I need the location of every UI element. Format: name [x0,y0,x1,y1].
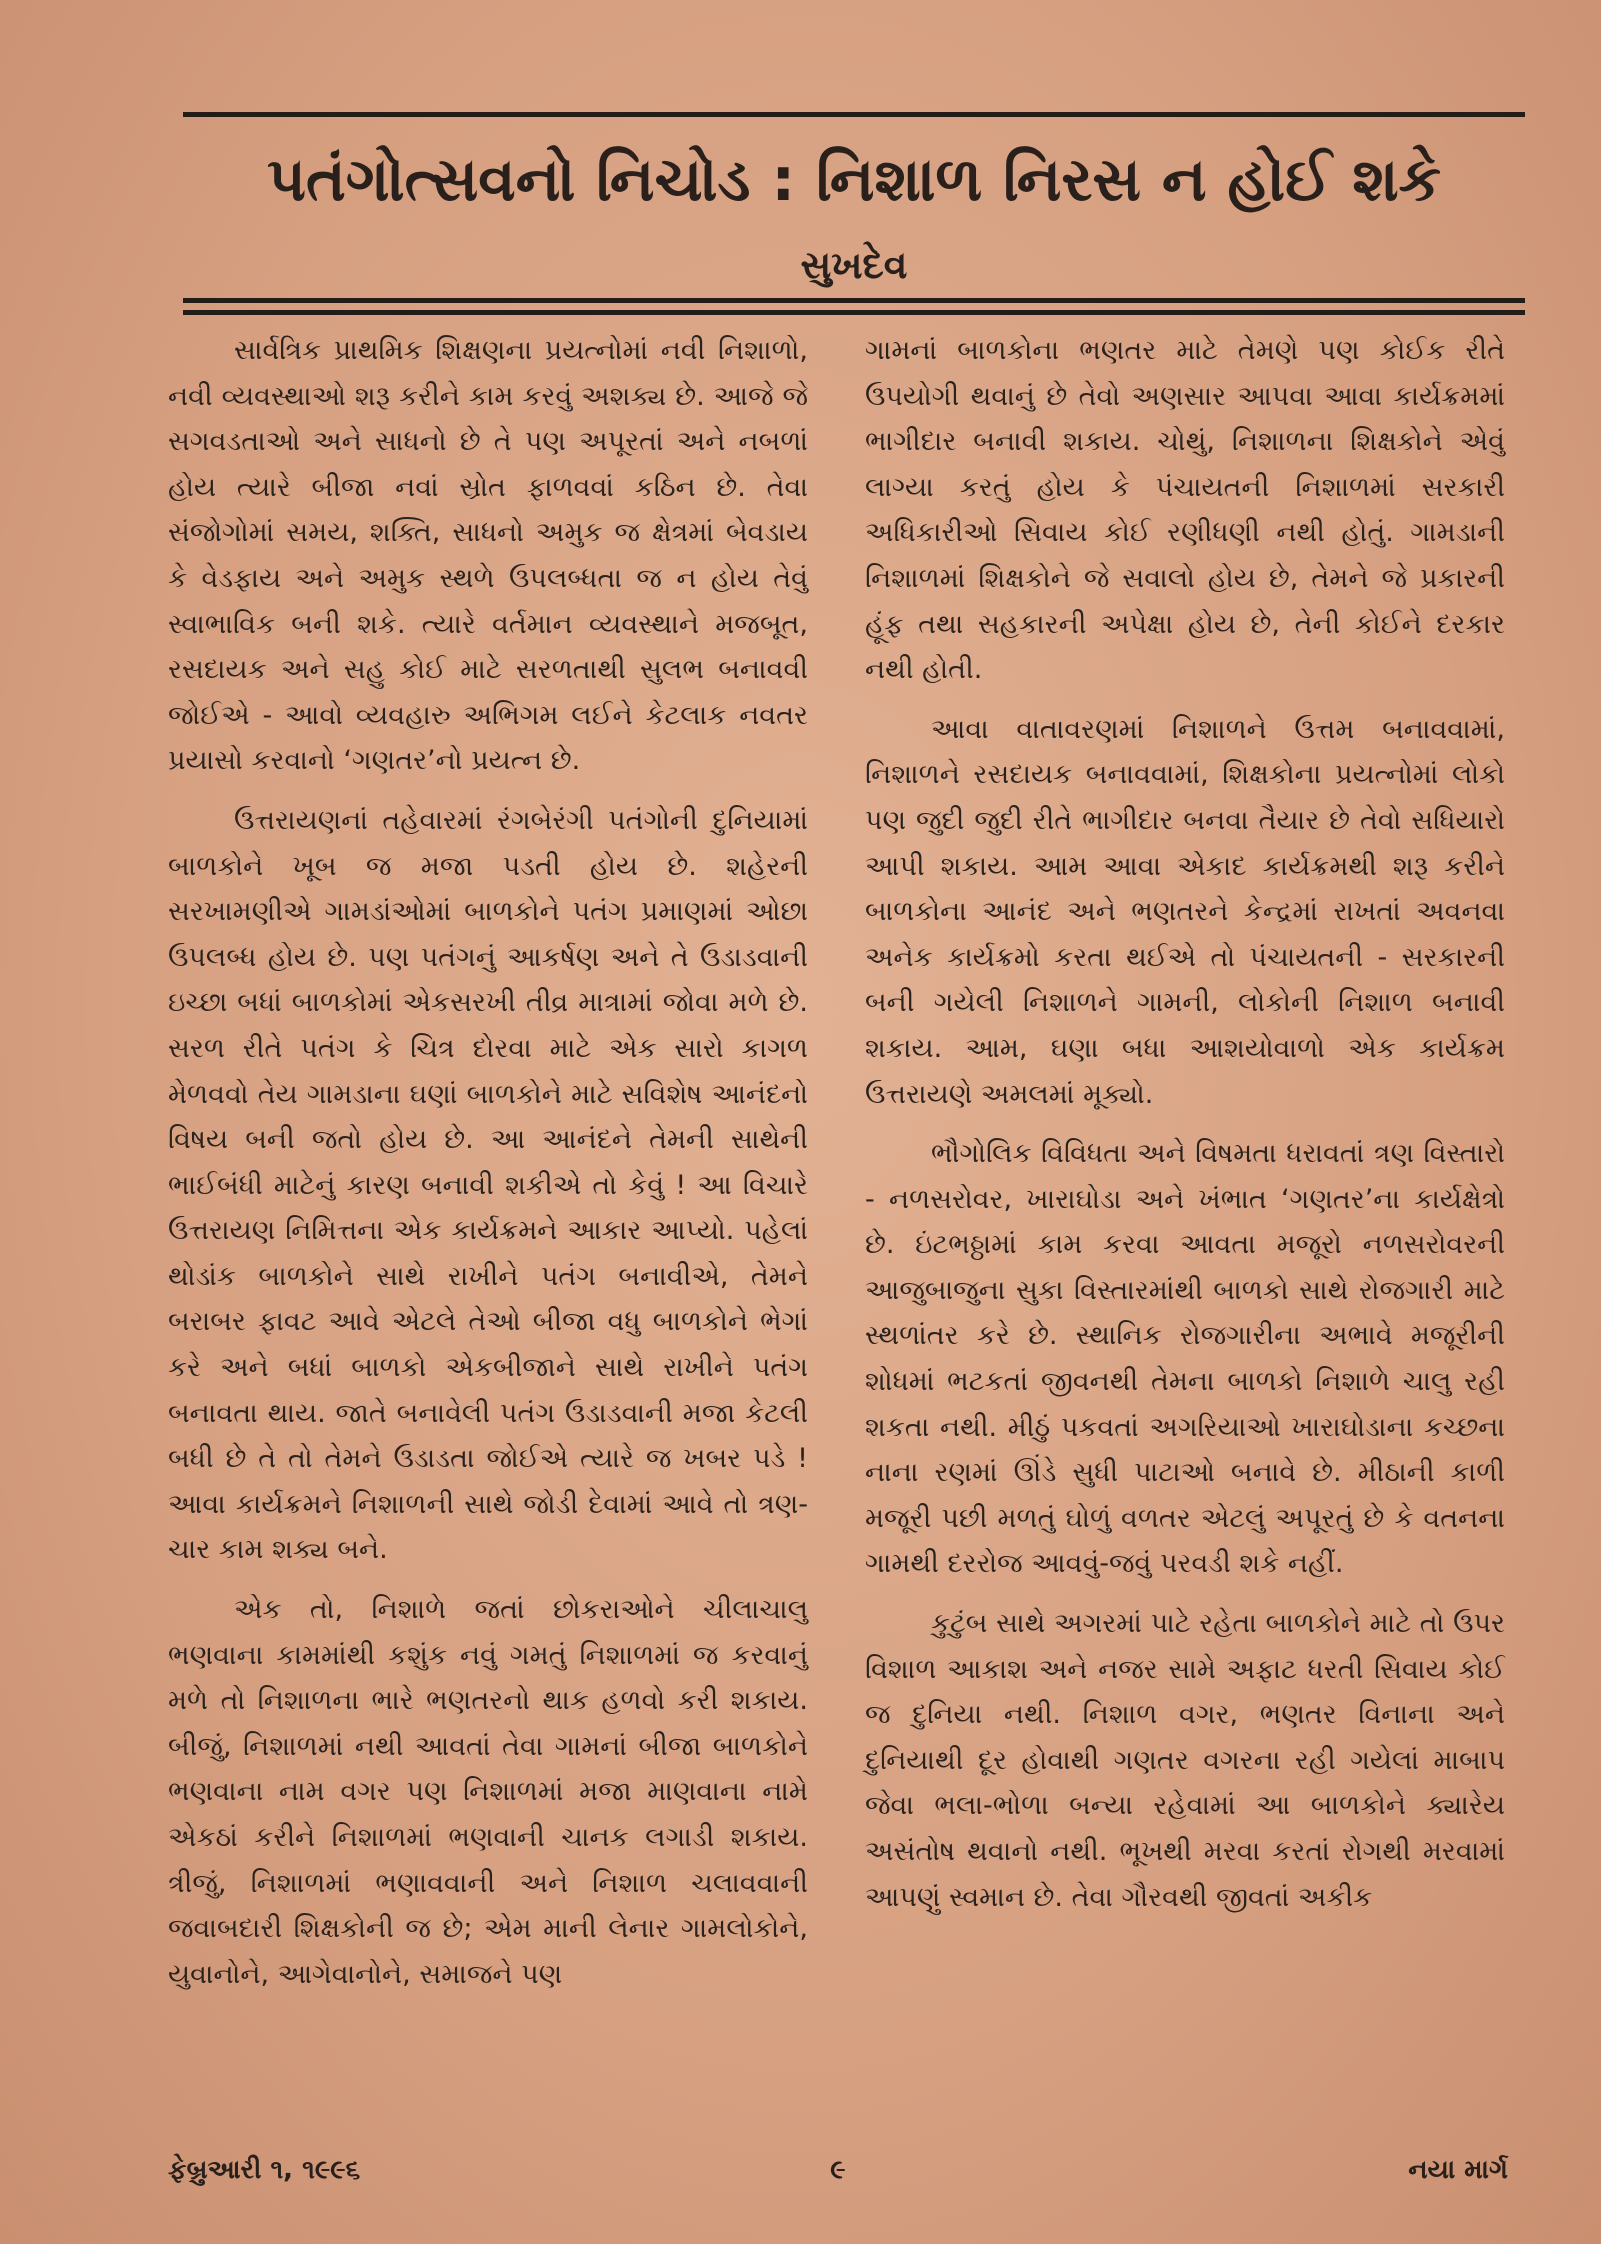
paragraph: ભૌગોલિક વિવિધતા અને વિષમતા ધરાવતાં ત્રણ વિસ્તારો - નળસરોવર, ખારાઘોડા અને ખંભાત ‘ગણતર’ના કાર્યક્ષેત્રો છે. ઇંટભઠ્ઠામાં કામ કરવા આવતા મજૂરો નળસરોવરની આજુબાજુના સુકા વિસ્તારમાંથી બાળકો સાથે રોજગારી માટે સ્થળાંતર કરે છે. સ્થાનિક રોજગારીના અભાવે મજૂરીની શોધમાં ભટકતાં જીવનથી તેમના બાળકો નિશાળે ચાલુ રહી શકતા નથી. મીઠું પકવતાં અગરિયાઓ ખારાઘોડાના કચ્છના નાના રણમાં ઊંડે સુધી પાટાઓ બનાવે છે. મીઠાની કાળી મજૂરી પછી મળતું ઘોળું વળતર એટલું અપૂરતું છે કે વતનના ગામથી દરરોજ આવવું-જવું પરવડી શકે નહીં. [865,1138,1505,1580]
paragraph: ઉત્તરાયણનાં તહેવારમાં રંગબેરંગી પતંગોની દુનિયામાં બાળકોને ખૂબ જ મજા પડતી હોય છે. શહેરની સરખામણીએ ગામડાંઓમાં બાળકોને પતંગ પ્રમાણમાં ઓછા ઉપલબ્ધ હોય છે. પણ પતંગનું આકર્ષણ અને તે ઉડાડવાની ઇચ્છા બધાં બાળકોમાં એકસરખી તીવ્ર માત્રામાં જોવા મળે છે. સરળ રીતે પતંગ કે ચિત્ર દોરવા માટે એક સારો કાગળ મેળવવો તેય ગામડાના ઘણાં બાળકોને માટે સવિશેષ આનંદનો વિષય બની જતો હોય છે. આ આનંદને તેમની સાથેની ભાઈબંધી માટેનું કારણ બનાવી શકીએ તો કેવું ! આ વિચારે ઉત્તરાયણ નિમિત્તના એક કાર્યક્રમને આકાર આપ્યો. પહેલાં થોડાંક બાળકોને સાથે રાખીને પતંગ બનાવીએ, તેમને બરાબર ફાવટ આવે એટલે તેઓ બીજા વધુ બાળકોને ભેગાં કરે અને બધાં બાળકો એકબીજાને સાથે રાખીને પતંગ બનાવતા થાય. જાતે બનાવેલી પતંગ ઉડાડવાની મજા કેટલી બધી છે તે તો તેમને ઉડાડતા જોઈએ ત્યારે જ ખબર પડે ! આવા કાર્યક્રમને નિશાળની સાથે જોડી દેવામાં આવે તો ત્રણ-ચાર કામ શક્ય બને. [168,804,808,1566]
article-title: પતંગોત્સવનો નિચોડ : નિશાળ નિરસ ન હોઈ શકે [267,145,1441,215]
paragraph: એક તો, નિશાળે જતાં છોકરાઓને ચીલાચાલુ ભણવાના કામમાંથી કશુંક નવું ગમતું નિશાળમાં જ કરવાનું મળે તો નિશાળના ભારે ભણતરનો થાક હળવો કરી શકાય. બીજું, નિશાળમાં નથી આવતાં તેવા ગામનાં બીજા બાળકોને ભણવાના નામ વગર પણ નિશાળમાં મજા માણવાના નામે એકઠાં કરીને નિશાળમાં ભણવાની ચાનક લગાડી શકાય. ત્રીજું, નિશાળમાં ભણાવવાની અને નિશાળ ચલાવવાની જવાબદારી શિક્ષકોની જ છે; એમ માની લેનાર ગામલોકોને, યુવાનોને, આગેવાનોને, સમાજને પણ [168,1594,808,1990]
divider-rule [183,310,1525,315]
right-column [865,328,1505,2148]
page-number: ૯ [830,2155,846,2185]
paragraph: ગામનાં બાળકોના ભણતર માટે તેમણે પણ કોઈક રીતે ઉપયોગી થવાનું છે તેવો અણસાર આપવા આવા કાર્યક્રમમાં ભાગીદાર બનાવી શકાય. ચોથું, નિશાળના શિક્ષકોને એવું લાગ્યા કરતું હોય કે પંચાયતની નિશાળમાં સરકારી અધિકારીઓ સિવાય કોઈ રણીધણી નથી હોતું. ગામડાની નિશાળમાં શિક્ષકોને જે સવાલો હોય છે, તેમને જે પ્રકારની હૂંફ તથા સહકારની અપેક્ષા હોય છે, તેની કોઈને દરકાર નથી હોતી. [865,335,1505,686]
divider-rule [183,298,1525,303]
publication-name: નયા માર્ગ [1408,2155,1508,2185]
paragraph: આવા વાતાવરણમાં નિશાળને ઉત્તમ બનાવવામાં, નિશાળને રસદાયક બનાવવામાં, શિક્ષકોના પ્રયત્નોમાં લોકો પણ જુદી જુદી રીતે ભાગીદાર બનવા તૈયાર છે તેવો સધિયારો આપી શકાય. આમ આવા એકાદ કાર્યક્રમથી શરૂ કરીને બાળકોના આનંદ અને ભણતરને કેન્દ્રમાં રાખતાં અવનવા અનેક કાર્યક્રમો કરતા થઈએ તો પંચાયતની - સરકારની બની ગયેલી નિશાળને ગામની, લોકોની નિશાળ બનાવી શકાય. આમ, ઘણા બધા આશયોવાળો એક કાર્યક્રમ ઉત્તરાયણે અમલમાં મૂક્યો. [865,713,1505,1110]
top-rule [183,112,1525,117]
article-author: સુખદેવ [800,243,908,287]
paragraph: કુટુંબ સાથે અગરમાં પાટે રહેતા બાળકોને માટે તો ઉપર વિશાળ આકાશ અને નજર સામે અફાટ ધરતી સિવાય કોઈ જ દુનિયા નથી. નિશાળ વગર, ભણતર વિનાના અને દુનિયાથી દૂર હોવાથી ગણતર વગરના રહી ગયેલાં માબાપ જેવા ભલા-ભોળા બન્યા રહેવામાં આ બાળકોને ક્યારેય અસંતોષ થવાનો નથી. ભૂખથી મરવા કરતાં રોગથી મરવામાં આપણું સ્વમાન છે. તેવા ગૌરવથી જીવતાં અકીક [865,1608,1505,1913]
page-footer [168,2155,1508,2195]
left-column [168,328,808,2148]
footer-date: ફેબ્રુઆરી ૧, ૧૯૯૬ [168,2155,361,2185]
paragraph: સાર્વત્રિક પ્રાથમિક શિક્ષણના પ્રયત્નોમાં નવી નિશાળો, નવી વ્યવસ્થાઓ શરૂ કરીને કામ કરવું અશક્ય છે. આજે જે સગવડતાઓ અને સાધનો છે તે પણ અપૂરતાં અને નબળાં હોય ત્યારે બીજા નવાં સ્રોત ફાળવવાં કઠિન છે. તેવા સંજોગોમાં સમય, શક્તિ, સાધનો અમુક જ ક્ષેત્રમાં બેવડાય કે વેડફાય અને અમુક સ્થળે ઉપલબ્ધતા જ ન હોય તેવું સ્વાભાવિક બની શકે. ત્યારે વર્તમાન વ્યવસ્થાને મજબૂત, રસદાયક અને સહુ કોઈ માટે સરળતાથી સુલભ બનાવવી જોઈએ - આવો વ્યવહારુ અભિગમ લઈને કેટલાક નવતર પ્રયાસો કરવાનો ‘ગણતર’નો પ્રયત્ન છે. [168,335,808,777]
